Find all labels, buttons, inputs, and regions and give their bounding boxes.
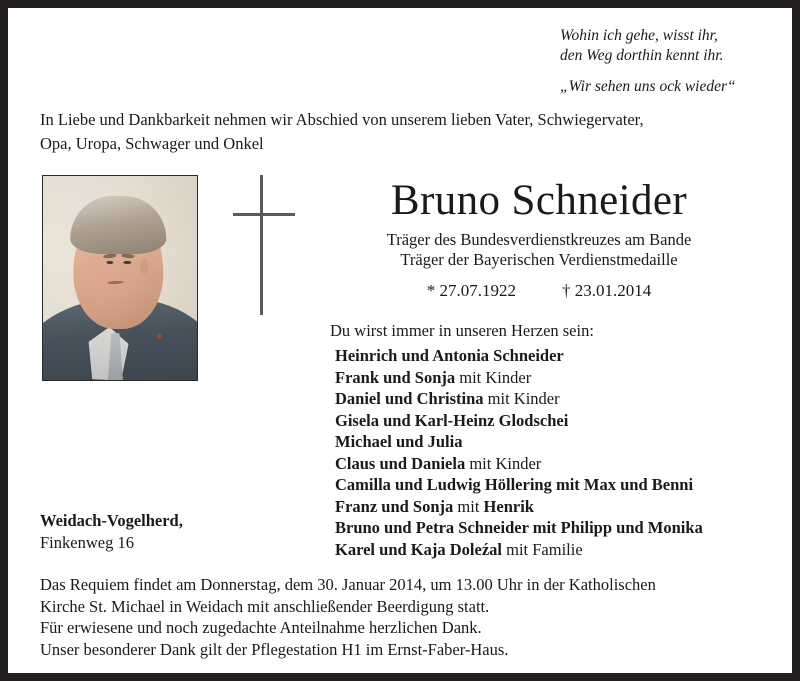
survivor-entry [335,496,780,518]
portrait-eyebrow-right [121,254,135,260]
survivor-name: Daniel und Christina [335,389,484,408]
address-block [40,510,290,554]
address-street: Finkenweg 16 [40,533,134,552]
cross-stem [260,175,263,315]
honour-line-2: Träger der Bayerischen Verdienstmedaille [400,250,678,269]
survivor-name: Frank und Sonja [335,367,456,387]
survivor-entry [335,388,780,410]
portrait-eyebrow-left [103,254,117,260]
survivor-name: Claus und Daniela [335,453,466,473]
survivor-name: Camilla und Ludwig Höllering mit Max und Benni [335,475,694,494]
service-line-3: Für erwiesene und noch zugedachte Anteilnahme herzlichen Dank. [40,618,482,637]
intro-line-1: In Liebe und Dankbarkeit nehmen wir Abschied von unserem lieben Vater, Schwiegervater, [40,110,644,129]
intro-line-2: Opa, Uropa, Schwager und Onkel [40,134,264,153]
service-line-4: Unser besonderer Dank gilt der Pflegestation H1 im Ernst-Faber-Haus. [40,639,509,659]
survivor-entry [335,345,780,367]
survivor-name: Bruno und Petra Schneider mit Philipp und Monika [335,518,703,537]
survivor-name: Karel und Kaja Doleźal [335,539,502,559]
portrait-lapel-pin [157,334,162,339]
cross-bar [233,213,295,216]
life-dates [304,280,774,302]
survivor-suffix: mit [453,496,484,516]
portrait-photo [42,175,198,381]
portrait-mouth [108,281,124,285]
epitaph-line-3: „Wir sehen uns ock wieder“ [560,78,736,95]
portrait-photo-canvas [43,176,197,380]
epitaph-line-1: Wohin ich gehe, wisst ihr, [560,27,718,44]
survivor-name: Michael und Julia [335,432,463,451]
survivors-list [335,345,780,560]
portrait-eye-right [124,261,131,265]
survivor-name: Heinrich und Antonia Schneider [335,346,564,365]
survivor-entry [335,474,780,496]
survivor-suffix: mit Familie [501,539,583,559]
survivor-name: Franz und Sonja [335,496,454,516]
deceased-block [304,176,774,302]
survivor-entry [335,539,780,561]
epitaph-line-2: den Weg dorthin kennt ihr. [560,47,724,64]
survivor-entry [335,517,780,539]
birth-date: * 27.07.1922 [426,281,516,300]
address-place: Weidach-Vogelherd, [40,511,183,530]
death-date: † 23.01.2014 [562,281,652,300]
epitaph-verse [560,26,788,97]
survivor-name-secondary: Henrik [483,496,534,516]
portrait-hair [71,196,166,253]
latin-cross-icon [233,175,295,315]
service-line-1: Das Requiem findet am Donnerstag, dem 30. Januar 2014, um 13.00 Uhr in der Katholischen [40,575,656,594]
survivor-suffix: mit Kinder [483,389,560,408]
deceased-name: Bruno Schneider [390,177,688,224]
service-line-2: Kirche St. Michael in Weidach mit anschließender Beerdigung statt. [40,596,490,616]
portrait-eye-left [106,261,113,265]
portrait-ear [140,258,148,274]
survivor-suffix: mit Kinder [455,367,532,387]
survivor-suffix: mit Kinder [465,453,542,473]
survivors-intro: Du wirst immer in unseren Herzen sein: [330,321,594,340]
survivor-entry [335,367,780,389]
survivors-block [330,320,780,560]
notice-page [8,8,792,673]
intro-paragraph [40,108,780,156]
survivor-entry [335,453,780,475]
service-details [40,574,784,660]
survivor-entry [335,431,780,453]
honour-line-1: Träger des Bundesverdienstkreuzes am Bande [386,230,692,249]
survivor-name: Gisela und Karl-Heinz Glodschei [335,410,569,430]
survivor-entry [335,410,780,432]
